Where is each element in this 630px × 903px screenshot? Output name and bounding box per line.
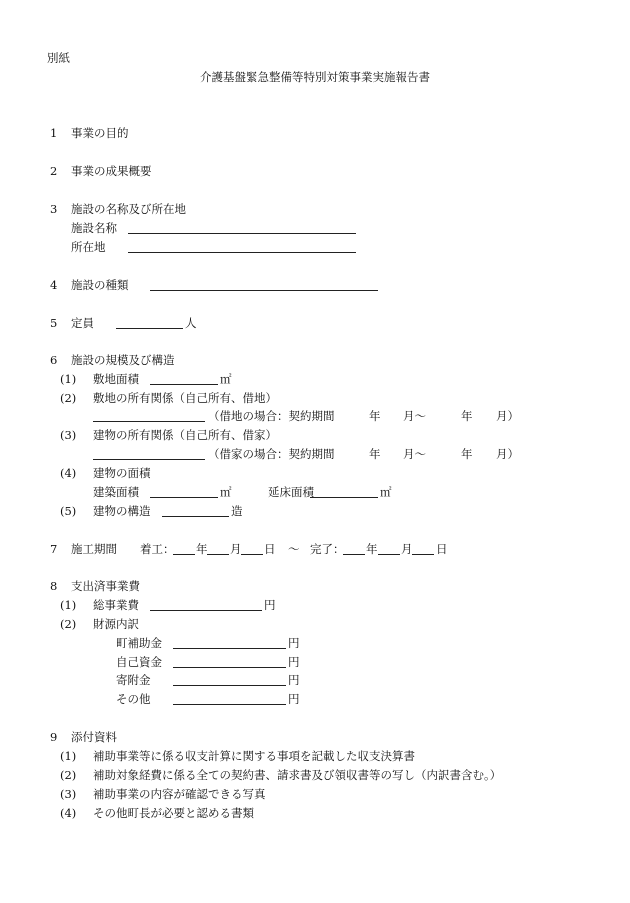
- item-number: (5): [60, 504, 77, 518]
- site-area-blank: [150, 372, 218, 385]
- lease-year-to: 年: [461, 409, 473, 423]
- section-heading-facility-type: 施設の種類: [71, 278, 129, 292]
- section-heading-expenditure: 支出済事業費: [71, 579, 140, 593]
- building-footprint-blank: [150, 485, 218, 498]
- rental-year-from: 年: [369, 447, 381, 461]
- facility-name-blank: [128, 221, 356, 234]
- capacity-blank: [116, 316, 183, 329]
- section-number: 9: [50, 730, 58, 744]
- address-label: 所在地: [71, 240, 106, 254]
- site-ownership-label: 敷地の所有関係（自己所有、借地）: [93, 391, 277, 405]
- lease-month-to: 月）: [496, 409, 519, 423]
- total-cost-blank: [150, 598, 262, 611]
- item-number: (1): [60, 749, 77, 763]
- start-year-unit: 年: [196, 542, 208, 556]
- lease-period-note: （借地の場合：契約期間: [208, 409, 335, 423]
- building-footprint-unit: ㎡: [220, 485, 232, 499]
- section-heading-purpose: 事業の目的: [71, 126, 129, 140]
- lease-month-from: 月～: [403, 409, 426, 423]
- section-heading-results: 事業の成果概要: [71, 164, 152, 178]
- structure-label: 建物の構造: [93, 504, 151, 518]
- section-heading-construction-period: 施工期間: [71, 542, 117, 556]
- funding-unit: 円: [288, 655, 300, 669]
- rental-period-note: （借家の場合：契約期間: [208, 447, 335, 461]
- attachment-item: その他町長が必要と認める書類: [93, 806, 254, 820]
- start-month-unit: 月: [230, 542, 242, 556]
- item-number: (1): [60, 372, 77, 386]
- item-number: (3): [60, 428, 77, 442]
- floor-area-blank: [310, 485, 378, 498]
- building-ownership-blank: [93, 447, 205, 460]
- section-heading-facility: 施設の名称及び所在地: [71, 202, 186, 216]
- funding-unit: 円: [288, 636, 300, 650]
- attachment-label: 別紙: [47, 51, 70, 65]
- item-number: (2): [60, 617, 77, 631]
- start-label: 着工：: [140, 542, 175, 556]
- building-footprint-label: 建築面積: [93, 485, 139, 499]
- section-number: 5: [50, 316, 58, 330]
- document-title: 介護基盤緊急整備等特別対策事業実施報告書: [200, 70, 430, 84]
- section-heading-attachments: 添付資料: [71, 730, 117, 744]
- attachment-item: 補助事業等に係る収支計算に関する事項を記載した収支決算書: [93, 749, 415, 763]
- rental-month-to: 月）: [496, 447, 519, 461]
- end-day-unit: 日: [436, 542, 448, 556]
- attachment-item: 補助対象経費に係る全ての契約書、請求書及び領収書等の写し（内訳書含む。）: [93, 768, 502, 782]
- funding-amount-blank: [173, 692, 286, 705]
- start-day-blank: [241, 542, 263, 555]
- funding-amount-blank: [173, 673, 286, 686]
- start-month-blank: [207, 542, 229, 555]
- item-number: (1): [60, 598, 77, 612]
- end-month-blank: [378, 542, 400, 555]
- item-number: (4): [60, 806, 77, 820]
- section-number: 2: [50, 164, 58, 178]
- item-number: (4): [60, 466, 77, 480]
- funding-breakdown-label: 財源内訳: [93, 617, 139, 631]
- item-number: (3): [60, 787, 77, 801]
- section-number: 1: [50, 126, 58, 140]
- section-heading-capacity: 定員: [71, 316, 94, 330]
- end-month-unit: 月: [401, 542, 413, 556]
- section-number: 7: [50, 542, 58, 556]
- attachment-item: 補助事業の内容が確認できる写真: [93, 787, 266, 801]
- funding-source-label: 町補助金: [116, 636, 162, 650]
- address-blank: [128, 240, 356, 253]
- total-cost-unit: 円: [264, 598, 276, 612]
- lease-year-from: 年: [369, 409, 381, 423]
- section-heading-scale: 施設の規模及び構造: [71, 353, 175, 367]
- section-number: 6: [50, 353, 58, 367]
- structure-unit: 造: [231, 504, 243, 518]
- funding-amount-blank: [173, 655, 286, 668]
- structure-blank: [162, 504, 229, 517]
- section-number: 4: [50, 278, 58, 292]
- floor-area-unit: ㎡: [380, 485, 392, 499]
- facility-type-blank: [150, 278, 378, 291]
- site-area-unit: ㎡: [220, 372, 232, 386]
- funding-unit: 円: [288, 692, 300, 706]
- funding-source-label: その他: [116, 692, 151, 706]
- end-year-blank: [343, 542, 365, 555]
- end-label: 完了：: [310, 542, 345, 556]
- site-ownership-blank: [93, 409, 205, 422]
- end-day-blank: [412, 542, 434, 555]
- funding-amount-blank: [173, 636, 286, 649]
- funding-source-label: 自己資金: [116, 655, 162, 669]
- start-day-unit: 日: [264, 542, 276, 556]
- total-cost-label: 総事業費: [93, 598, 139, 612]
- facility-name-label: 施設名称: [71, 221, 117, 235]
- start-year-blank: [173, 542, 195, 555]
- item-number: (2): [60, 391, 77, 405]
- item-number: (2): [60, 768, 77, 782]
- rental-year-to: 年: [461, 447, 473, 461]
- floor-area-label: 延床面積: [268, 485, 314, 499]
- funding-source-label: 寄附金: [116, 673, 151, 687]
- building-area-label: 建物の面積: [93, 466, 151, 480]
- section-number: 3: [50, 202, 58, 216]
- end-year-unit: 年: [366, 542, 378, 556]
- rental-month-from: 月～: [403, 447, 426, 461]
- section-number: 8: [50, 579, 58, 593]
- funding-unit: 円: [288, 673, 300, 687]
- capacity-unit: 人: [185, 316, 197, 330]
- site-area-label: 敷地面積: [93, 372, 139, 386]
- building-ownership-label: 建物の所有関係（自己所有、借家）: [93, 428, 277, 442]
- range-separator: ～: [288, 542, 300, 556]
